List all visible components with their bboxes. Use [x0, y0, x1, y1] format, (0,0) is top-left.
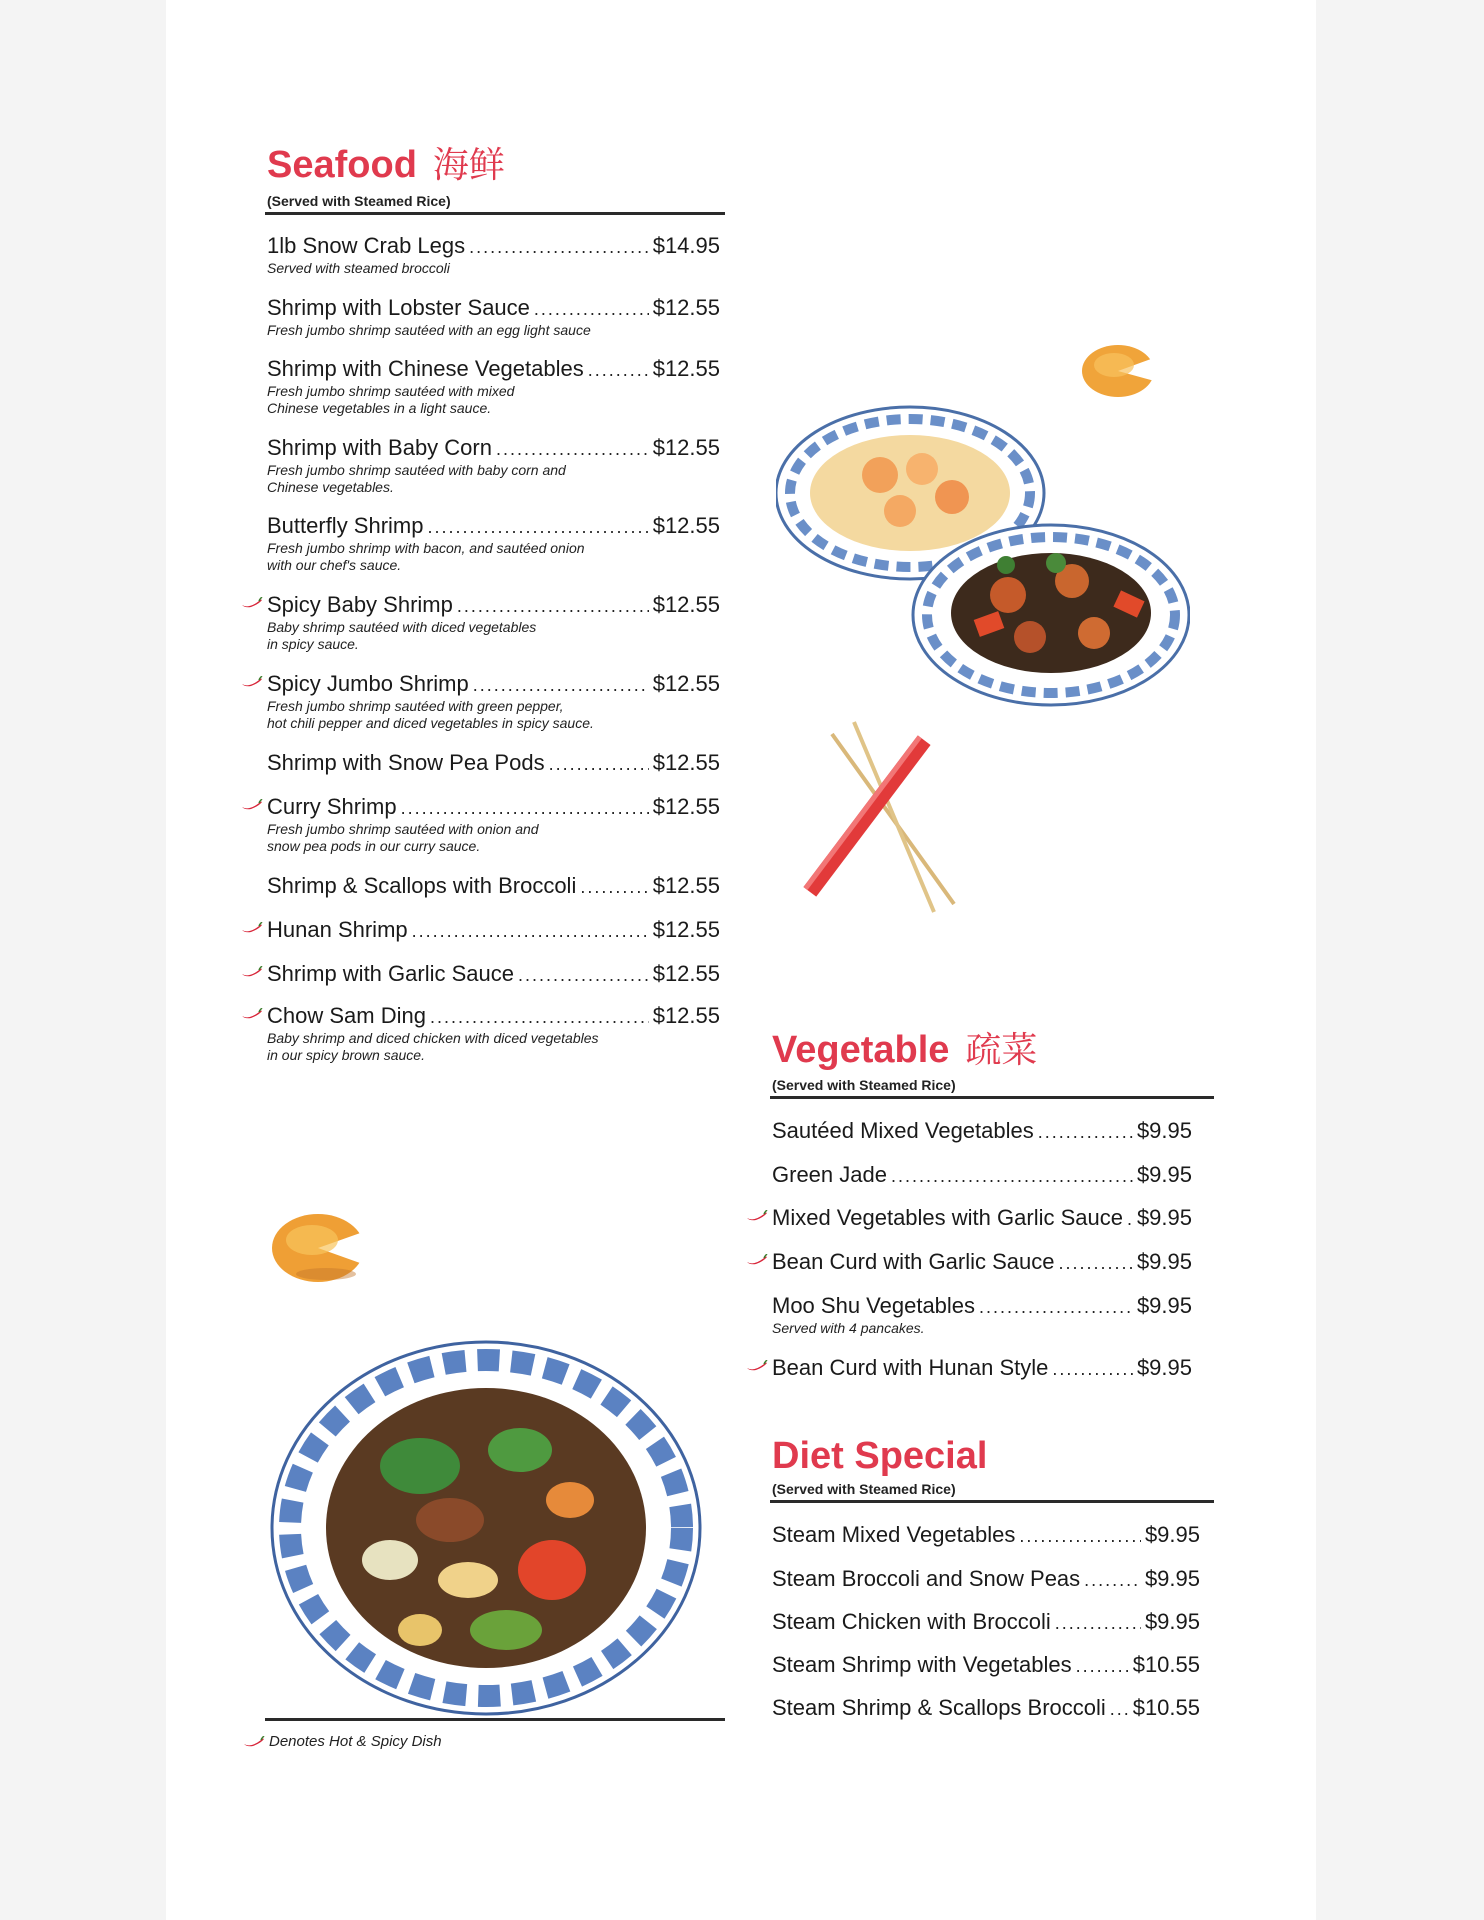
menu-item-price: $12.55	[652, 356, 720, 381]
chili-pepper-icon	[241, 798, 263, 812]
menu-item-line	[772, 1162, 1192, 1189]
menu-item-line	[772, 1652, 1200, 1679]
menu-item-name: Spicy Baby Shrimp	[267, 592, 453, 617]
menu-item-name: Shrimp with Garlic Sauce	[267, 961, 514, 986]
dot-leader	[428, 514, 649, 540]
menu-item-line	[267, 671, 720, 698]
menu-item-line	[772, 1355, 1192, 1382]
diet-special-list	[772, 1522, 1200, 1722]
menu-item	[267, 961, 720, 988]
vegetable-title-chinese: 疏菜	[965, 1030, 1038, 1071]
menu-item-line	[267, 750, 720, 777]
dot-leader	[457, 593, 649, 619]
diet-special-title: Diet Special	[772, 1435, 988, 1477]
menu-item	[267, 873, 720, 900]
menu-item-name: Steam Chicken with Broccoli	[772, 1609, 1051, 1634]
chili-pepper-icon	[241, 596, 263, 610]
menu-item-line	[772, 1293, 1192, 1320]
dot-leader	[473, 672, 649, 698]
menu-item-price: $12.55	[652, 917, 720, 942]
chili-pepper-icon	[746, 1359, 768, 1373]
menu-item-line	[267, 435, 720, 462]
menu-item-price: $12.55	[652, 873, 720, 898]
menu-item-name: Bean Curd with Hunan Style	[772, 1355, 1049, 1380]
menu-item-line	[267, 592, 720, 619]
dot-leader	[1076, 1653, 1129, 1679]
menu-item	[267, 750, 720, 777]
menu-item-price: $10.55	[1132, 1652, 1200, 1677]
chili-pepper-icon	[241, 675, 263, 689]
menu-item-name: Steam Broccoli and Snow Peas	[772, 1566, 1081, 1591]
menu-item	[267, 233, 720, 277]
menu-item-line	[267, 917, 720, 944]
menu-item	[267, 435, 720, 496]
dot-leader	[430, 1004, 649, 1030]
menu-item-line	[267, 873, 720, 900]
menu-item	[772, 1249, 1192, 1276]
menu-item-description: Fresh jumbo shrimp sautéed with green pepper, hot chili pepper and diced vegetables in spicy sauce.	[267, 698, 594, 731]
chopsticks-image	[784, 720, 974, 920]
chili-pepper-icon	[241, 921, 263, 935]
menu-item-description: Baby shrimp and diced chicken with diced vegetables in our spicy brown sauce.	[267, 1030, 599, 1063]
menu-item-name: Shrimp with Baby Corn	[267, 435, 492, 460]
menu-item-price: $12.55	[652, 961, 720, 986]
dot-leader	[580, 874, 648, 900]
stir-fry-dish-image	[270, 1330, 702, 1718]
menu-item	[267, 917, 720, 944]
menu-item-description: Served with 4 pancakes.	[772, 1320, 925, 1336]
menu-item-description: Fresh jumbo shrimp sautéed with an egg light sauce	[267, 322, 591, 338]
menu-item-price: $9.95	[1136, 1118, 1192, 1143]
chili-pepper-icon	[241, 1007, 263, 1021]
menu-item-price: $12.55	[652, 794, 720, 819]
menu-item-name: Spicy Jumbo Shrimp	[267, 671, 469, 696]
menu-item-name: Steam Mixed Vegetables	[772, 1522, 1016, 1547]
dot-leader	[518, 962, 649, 988]
menu-item	[772, 1355, 1192, 1382]
menu-item-description: Baby shrimp sautéed with diced vegetables in spicy sauce.	[267, 619, 537, 652]
menu-item-line	[267, 513, 720, 540]
fortune-cookie-image	[266, 1192, 382, 1292]
dot-leader	[1038, 1119, 1133, 1145]
menu-page	[166, 0, 1316, 1920]
menu-item	[772, 1205, 1192, 1232]
menu-item	[267, 671, 720, 732]
seafood-list	[267, 233, 720, 1073]
footer-divider	[265, 1718, 725, 1721]
menu-item-price: $9.95	[1144, 1609, 1200, 1634]
menu-item	[772, 1609, 1200, 1636]
dot-leader	[1110, 1696, 1129, 1722]
menu-item-line	[267, 1003, 720, 1030]
menu-item-name: 1lb Snow Crab Legs	[267, 233, 466, 258]
menu-item-name: Steam Shrimp & Scallops Broccoli	[772, 1695, 1106, 1720]
menu-item	[772, 1566, 1200, 1593]
menu-item-name: Chow Sam Ding	[267, 1003, 426, 1028]
menu-item-name: Mixed Vegetables with Garlic Sauce	[772, 1205, 1123, 1230]
menu-item-line	[267, 794, 720, 821]
chili-pepper-icon	[746, 1253, 768, 1267]
menu-item-line	[772, 1249, 1192, 1276]
dot-leader	[1084, 1567, 1141, 1593]
menu-item	[267, 794, 720, 855]
menu-item-name: Butterfly Shrimp	[267, 513, 424, 538]
dot-leader	[549, 751, 649, 777]
menu-item	[772, 1293, 1192, 1337]
menu-item-name: Bean Curd with Garlic Sauce	[772, 1249, 1055, 1274]
menu-item-price: $14.95	[652, 233, 720, 258]
seafood-divider	[265, 212, 725, 215]
dot-leader	[1052, 1356, 1133, 1382]
menu-item-line	[772, 1609, 1200, 1636]
seafood-title-chinese: 海鲜	[432, 145, 505, 186]
menu-item-price: $12.55	[652, 513, 720, 538]
menu-item-name: Sautéed Mixed Vegetables	[772, 1118, 1034, 1143]
dot-leader	[1019, 1523, 1141, 1549]
menu-item	[772, 1162, 1192, 1189]
vegetable-subtitle: (Served with Steamed Rice)	[772, 1077, 956, 1093]
dot-leader	[401, 795, 649, 821]
menu-item-line	[772, 1118, 1192, 1145]
chili-pepper-icon	[241, 965, 263, 979]
dot-leader	[891, 1163, 1133, 1189]
menu-item-description: Fresh jumbo shrimp with bacon, and sautéed onion with our chef's sauce.	[267, 540, 585, 573]
menu-item	[267, 295, 720, 339]
seafood-subtitle: (Served with Steamed Rice)	[267, 193, 451, 209]
menu-item	[772, 1118, 1192, 1145]
menu-item-price: $9.95	[1136, 1249, 1192, 1274]
menu-item-price: $9.95	[1136, 1355, 1192, 1380]
menu-item-name: Green Jade	[772, 1162, 887, 1187]
spicy-legend-text: Denotes Hot & Spicy Dish	[269, 1733, 442, 1750]
menu-item-description: Fresh jumbo shrimp sautéed with baby corn and Chinese vegetables.	[267, 462, 566, 495]
vegetable-divider	[770, 1096, 1214, 1099]
menu-item-name: Steam Shrimp with Vegetables	[772, 1652, 1072, 1677]
menu-item-description: Served with steamed broccoli	[267, 260, 450, 276]
dot-leader	[1127, 1206, 1133, 1232]
menu-item-price: $12.55	[652, 592, 720, 617]
spicy-legend	[269, 1733, 442, 1750]
dot-leader	[412, 918, 649, 944]
menu-item-price: $9.95	[1136, 1205, 1192, 1230]
seafood-dishes-image	[776, 405, 1190, 760]
menu-item-name: Shrimp with Snow Pea Pods	[267, 750, 545, 775]
dot-leader	[469, 234, 649, 260]
menu-item-price: $12.55	[652, 671, 720, 696]
menu-item-price: $12.55	[652, 1003, 720, 1028]
menu-item-line	[772, 1522, 1200, 1549]
vegetable-list	[772, 1118, 1192, 1388]
menu-item-name: Curry Shrimp	[267, 794, 397, 819]
menu-item-line	[267, 295, 720, 322]
menu-item	[772, 1695, 1200, 1722]
menu-item-line	[772, 1566, 1200, 1593]
menu-item-price: $9.95	[1136, 1293, 1192, 1318]
menu-item-price: $9.95	[1144, 1566, 1200, 1591]
seafood-title: Seafood 海鲜	[267, 144, 505, 186]
menu-item	[267, 356, 720, 417]
menu-item-price: $9.95	[1144, 1522, 1200, 1547]
fortune-cookie-image	[1078, 333, 1164, 403]
menu-item	[772, 1652, 1200, 1679]
menu-item-description: Fresh jumbo shrimp sautéed with onion and snow pea pods in our curry sauce.	[267, 821, 539, 854]
menu-item	[267, 592, 720, 653]
menu-item-name: Shrimp with Chinese Vegetables	[267, 356, 584, 381]
dot-leader	[979, 1294, 1133, 1320]
menu-item-price: $12.55	[652, 295, 720, 320]
dot-leader	[1058, 1250, 1132, 1276]
chili-pepper-icon	[243, 1735, 265, 1749]
menu-item-name: Shrimp with Lobster Sauce	[267, 295, 530, 320]
dot-leader	[1055, 1610, 1141, 1636]
diet-special-subtitle: (Served with Steamed Rice)	[772, 1481, 956, 1497]
chili-pepper-icon	[746, 1209, 768, 1223]
diet-special-divider	[770, 1500, 1214, 1503]
menu-item-line	[267, 961, 720, 988]
menu-item-price: $12.55	[652, 750, 720, 775]
menu-item-name: Shrimp & Scallops with Broccoli	[267, 873, 577, 898]
menu-item-price: $12.55	[652, 435, 720, 460]
menu-item-name: Hunan Shrimp	[267, 917, 408, 942]
menu-item-price: $9.95	[1136, 1162, 1192, 1187]
vegetable-title: Vegetable 疏菜	[772, 1029, 1038, 1071]
menu-item-name: Moo Shu Vegetables	[772, 1293, 976, 1318]
dot-leader	[534, 296, 649, 322]
dot-leader	[496, 436, 649, 462]
menu-item	[772, 1522, 1200, 1549]
dot-leader	[588, 357, 649, 383]
menu-item	[267, 513, 720, 574]
menu-item-line	[772, 1695, 1200, 1722]
menu-item-line	[267, 356, 720, 383]
menu-item-description: Fresh jumbo shrimp sautéed with mixed Chinese vegetables in a light sauce.	[267, 383, 515, 416]
menu-item-line	[267, 233, 720, 260]
menu-item	[267, 1003, 720, 1064]
menu-item-line	[772, 1205, 1192, 1232]
menu-item-price: $10.55	[1132, 1695, 1200, 1720]
